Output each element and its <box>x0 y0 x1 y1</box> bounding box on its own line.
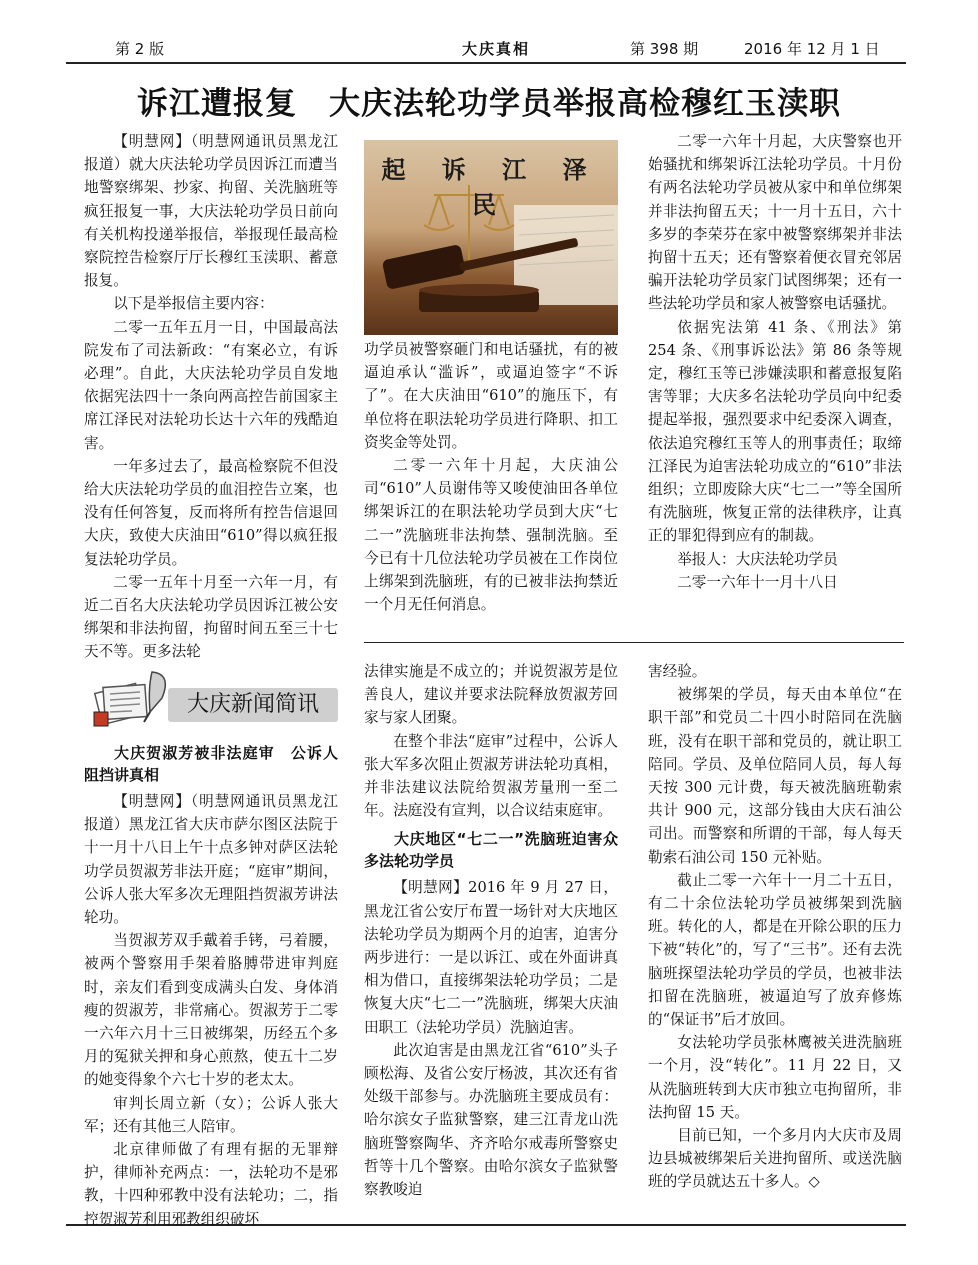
news-brief-banner <box>92 668 338 730</box>
paragraph: 一年多过去了，最高检察院不但没给大庆法轮功学员的血泪控告立案，也没有任何答复，反而将所有控告信退回大庆，致使大庆油田“610”得以疯狂报复法轮功学员。 <box>84 457 338 568</box>
paragraph: 二零一六年十月起，大庆油公司“610”人员谢伟等又唆使油田各单位绑架诉江的在职法轮功学员到大庆“七二一”洗脑班非法拘禁、强制洗脑。至今已有十几位法轮功学员被在工作岗位上绑架到洗脑班，有的已被非法拘禁近一个月无任何消息。 <box>364 457 618 614</box>
paragraph: 二零一六年十一月十八日 <box>677 573 838 591</box>
paragraph: 在整个非法“庭审”过程中，公诉人张大军多次阻止贺淑芳讲法轮功真相，并非法建议法院给贺淑芳量刑一至二年。法庭没有宣判，以合议结束庭审。 <box>364 732 618 820</box>
paragraph: 截止二零一六年十一月二十五日，有二十余位法轮功学员被绑架到洗脑班。转化的人，都是在开除公职的压力下被“转化”的，写了“三书”。还有去洗脑班探望法轮功学员的学员，也被非法扣留在洗脑班，被逼迫写了放弃修炼的“保证书”后才放回。 <box>648 871 902 1029</box>
paragraph: 【明慧网】（明慧网通讯员黑龙江报道）就大庆法轮功学员因诉江而遭当地警察绑架、抄家、拘留、关洗脑班等疯狂报复一事，大庆法轮功学员日前向有关机构投递举报信，举报现任最高检察院控告检察厅厅长穆红玉渎职、蓄意报复。 <box>84 133 338 290</box>
paragraph: 审判长周立新（女）；公诉人张大军；还有其他三人陪审。 <box>84 1094 338 1135</box>
news-column-2 <box>364 660 618 1201</box>
paragraph: 【明慧网】（明慧网通讯员黑龙江报道）黑龙江省大庆市萨尔图区法院于十一月十八日上午十点多钟对萨区法轮功学员贺淑芳非法开庭；“庭审”期间，公诉人张大军多次无理阻挡贺淑芳讲法轮功。 <box>84 793 338 927</box>
paragraph: 当贺淑芳双手戴着手铐，弓着腰，被两个警察用手架着胳膊带进审判庭时，亲友们看到变成满头白发、身体消瘦的贺淑芳，非常痛心。贺淑芳于二零一六年六月十三日被绑架，历经五个多月的冤狱关押和身心煎熬，使五十二岁的她变得象个六七十岁的老太太。 <box>84 932 338 1089</box>
photo-caption: 起 诉 江 泽 民 <box>381 155 601 219</box>
issue-number: 第 398 期 <box>630 40 699 58</box>
paragraph: 害经验。 <box>648 663 707 680</box>
paragraph: 二零一五年五月一日，中国最高法院发布了司法新政：“有案必立，有诉必理”。自此，大庆法轮功学员自发地依据宪法四十一条向两高控告前国家主席江泽民对法轮功长达十六年的残酷迫害。 <box>84 318 338 452</box>
paragraph: 二零一五年十月至一六年一月，有近二百名大庆法轮功学员因诉江被公安绑架和非法拘留，拘留时间五至三十七天不等。更多法轮 <box>84 573 338 661</box>
paragraph: 举报人：大庆法轮功学员 <box>677 550 838 568</box>
page-number: 第 2 版 <box>115 40 165 58</box>
article-column-3 <box>648 130 902 594</box>
paragraph: 目前已知，一个多月内大庆市及周边县城被绑架后关进拘留所、或送洗脑班的学员就达五十多人。◇ <box>648 1127 902 1191</box>
photo-gavel <box>364 140 618 335</box>
news-brief-label: 大庆新闻简讯 <box>168 688 338 722</box>
paragraph: 被绑架的学员，每天由本单位“在职干部”和党员二十四小时陪同在洗脑班，没有在职干部和党员的，就让职工陪同。学员、及单位陪同人员，每人每天按 300 元计费，每天被洗脑班勒索共计 900 元，这部分钱由大庆石油公司出。而警察和所谓的干部，每人每天勒索石油公司 150 元补贴。 <box>648 686 902 866</box>
article-column-2 <box>364 338 618 616</box>
paragraph: 功学员被警察砸门和电话骚扰，有的被逼迫承认“滥诉”，或逼迫签字“不诉了”。在大庆油田“610”的施压下，有单位将在职法轮功学员进行降职、扣工资奖金等处罚。 <box>364 341 618 451</box>
paragraph: 此次迫害是由黑龙江省“610”头子顾松海、及省公安厅杨波，其次还有省处级干部参与。办洗脑班主要成员有：哈尔滨女子监狱警察，建三江青龙山洗脑班警察陶华、齐齐哈尔戒毒所警察史哲等十几个警察。由哈尔滨女子监狱警察教唆迫 <box>364 1041 618 1199</box>
header-rule <box>66 62 906 64</box>
article-column-1 <box>84 130 338 664</box>
issue-date: 2016 年 12 月 1 日 <box>744 40 880 58</box>
story2-title: 大庆地区“七二一”洗脑班迫害众多法轮功学员 <box>364 830 618 871</box>
paragraph: 二零一六年十月起，大庆警察也开始骚扰和绑架诉江法轮功学员。十月份有两名法轮功学员被从家中和单位绑架并非法拘留五天；十一月十五日，六十多岁的李荣芬在家中被警察绑架并非法拘留十五天；还有警察着便衣冒充邻居骗开法轮功学员家门试图绑架；还有一些法轮功学员和家人被警察电话骚扰。 <box>648 133 902 313</box>
headline: 诉江遭报复 大庆法轮功学员举报高检穆红玉渎职 <box>137 86 841 122</box>
paragraph: 以下是举报信主要内容： <box>113 295 274 313</box>
story1-title: 大庆贺淑芳被非法庭审 公诉人阻挡讲真相 <box>84 744 338 784</box>
masthead: 大庆真相 <box>462 40 531 58</box>
section-rule <box>364 642 904 643</box>
paragraph: 依据宪法第 41 条、《刑法》第 254 条、《刑事诉讼法》第 86 条等规定，穆红玉等已涉嫌渎职和蓄意报复陷害等罪；大庆多名法轮功学员向中纪委提起举报，强烈要求中纪委深入调查，依法追究穆红玉等人的刑事责任；取缔江泽民为迫害法轮功成立的“610”非法组织；立即废除大庆“七二一”等全国所有洗脑班，恢复正常的法律秩序，让真正的罪犯得到应有的制裁。 <box>648 318 902 545</box>
paragraph: 北京律师做了有理有据的无罪辩护，律师补充两点：一，法轮功不是邪教，十四种邪教中没有法轮功；二，指控贺淑芳利用邪教组织破坏 <box>84 1141 338 1228</box>
paragraph: 【明慧网】2016 年 9 月 27 日，黑龙江省公安厅布置一场针对大庆地区法轮功学员为期两个月的迫害，迫害分两步进行：一是以诉江、或在外面讲真相为借口，直接绑架法轮功学员；二是恢复大庆“七二一”洗脑班，绑架大庆油田职工（法轮功学员）洗脑迫害。 <box>364 879 618 1036</box>
paragraph: 法律实施是不成立的；并说贺淑芳是位善良人，建议并要求法院释放贺淑芳回家与家人团聚。 <box>364 663 618 727</box>
news-column-3 <box>648 660 902 1194</box>
news-column-1 <box>84 736 338 1231</box>
paragraph: 女法轮功学员张林鹰被关进洗脑班一个月，没“转化”。11 月 22 日，又从洗脑班转到大庆市独立屯拘留所，非法拘留 15 天。 <box>648 1034 902 1121</box>
